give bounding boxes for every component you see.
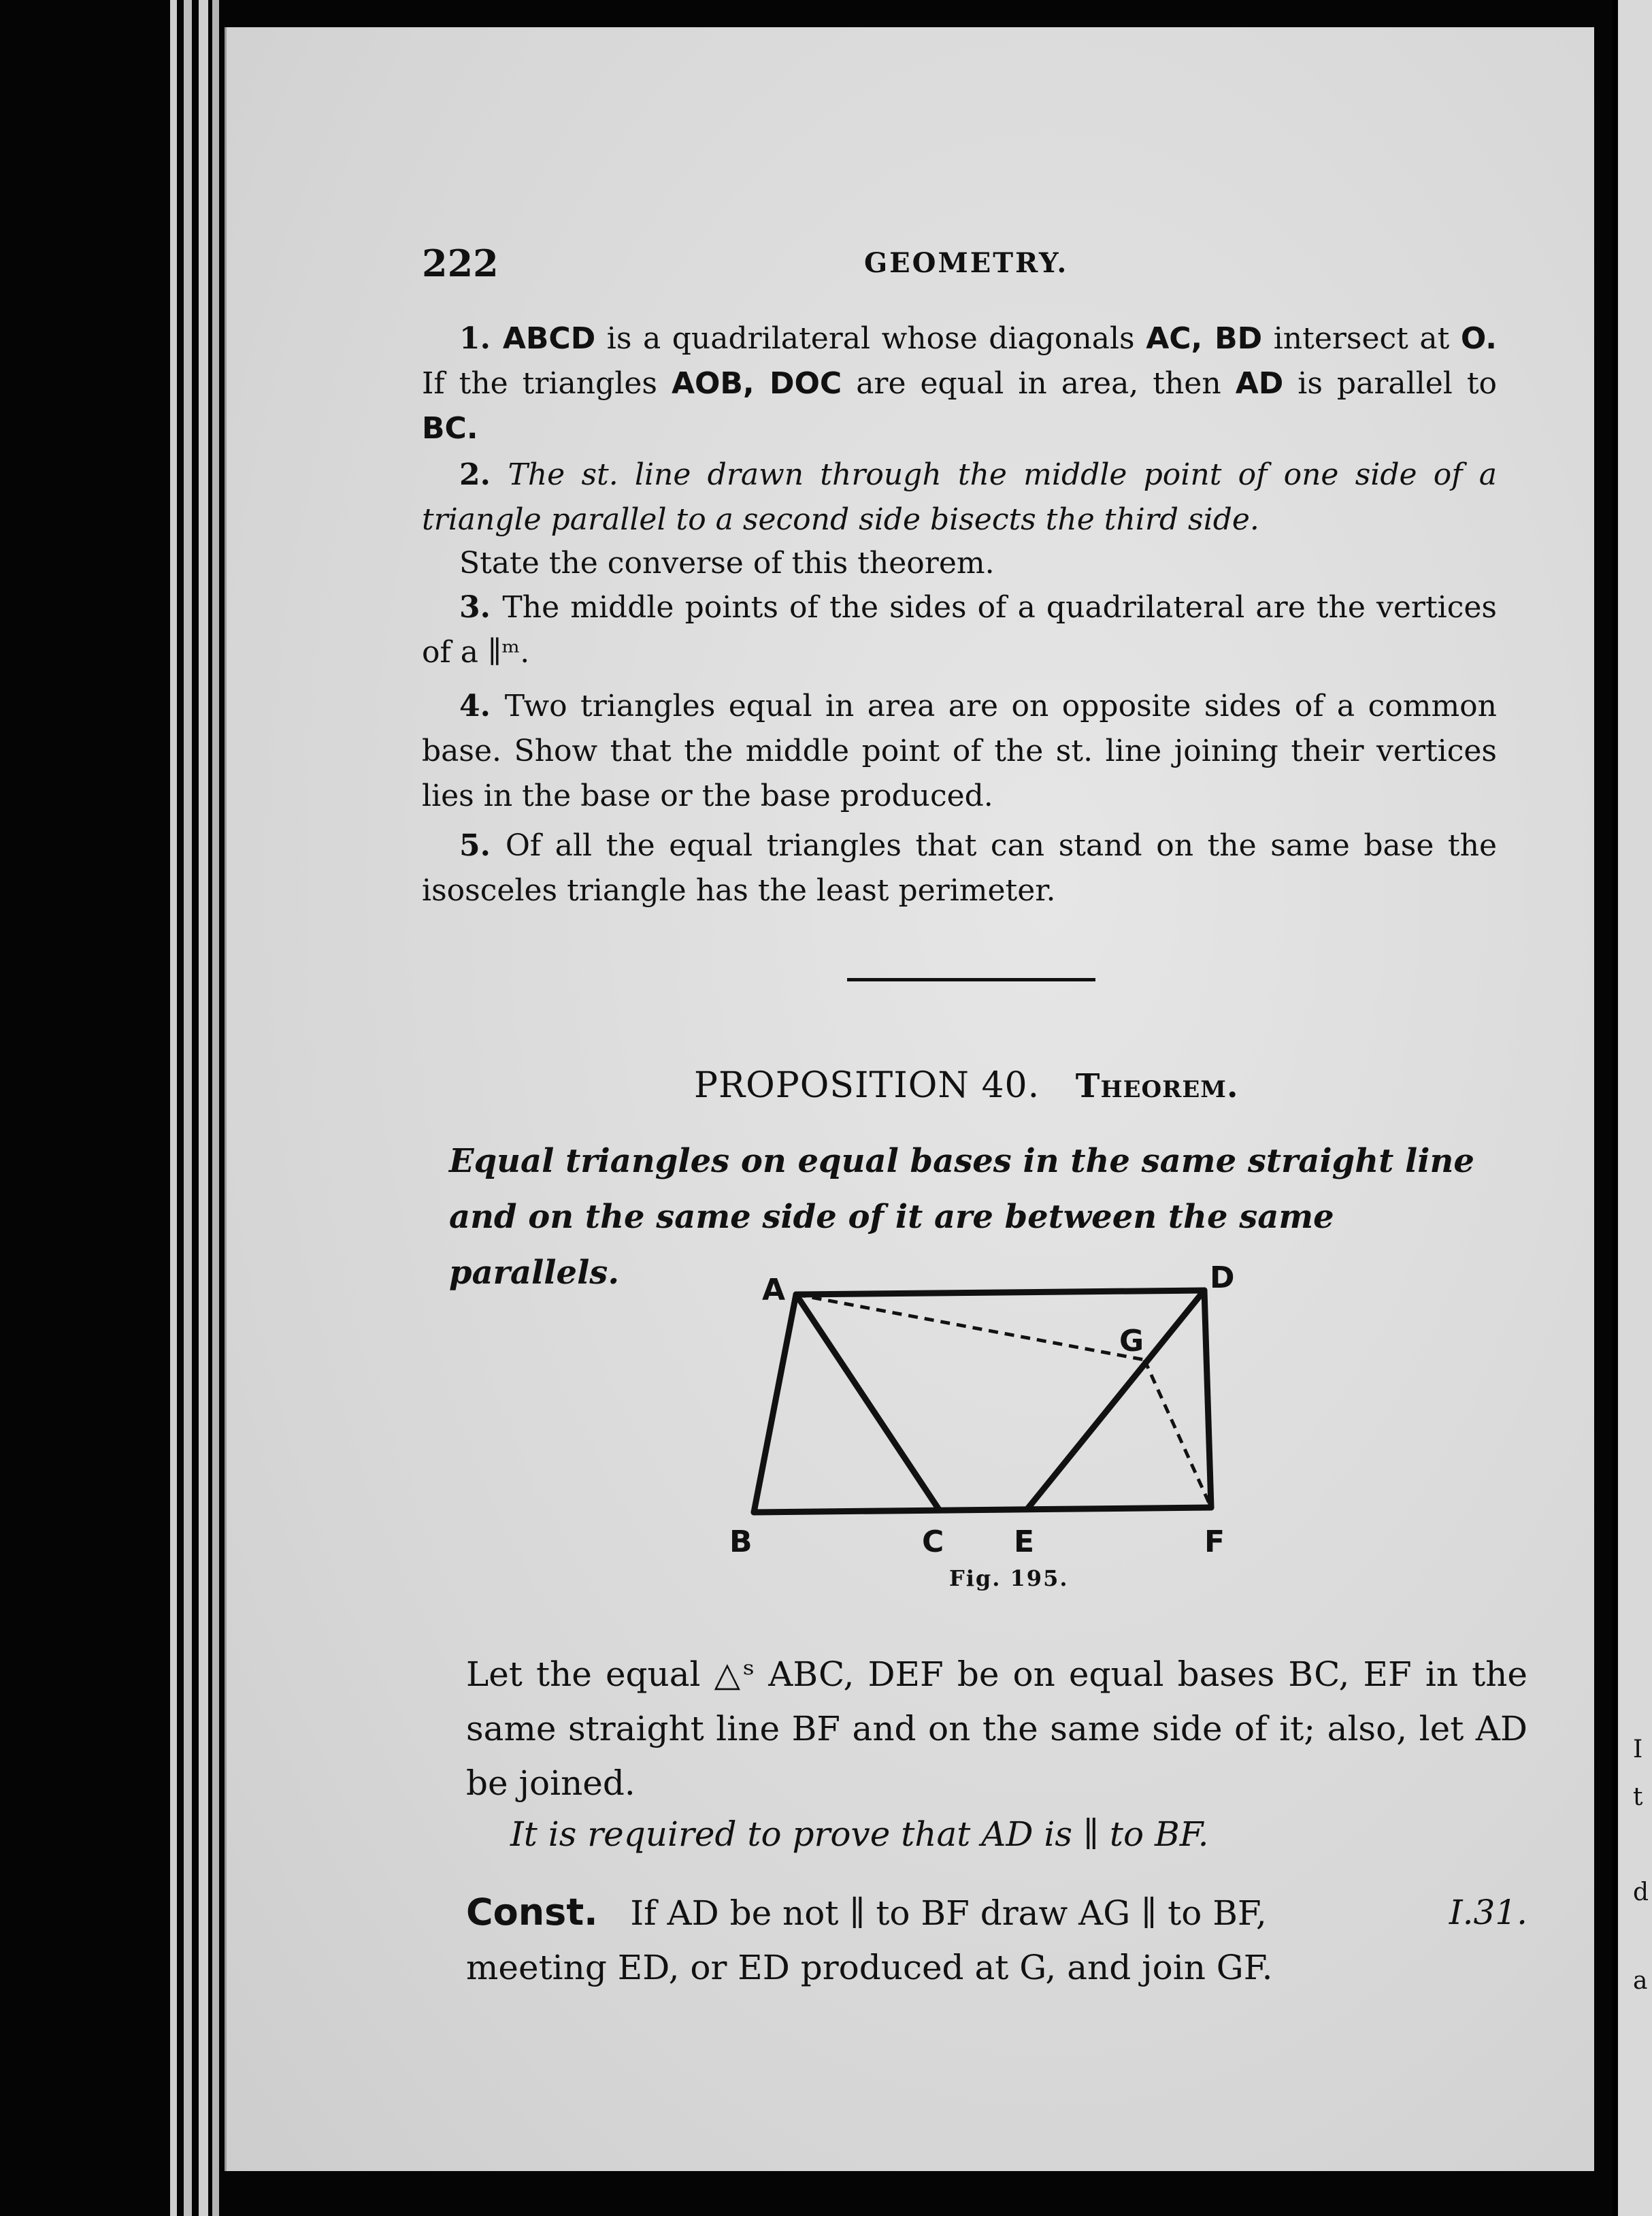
- exercise-number: 5.: [459, 828, 506, 863]
- margin-letter: d: [1633, 1878, 1649, 1906]
- construction-reference: I.31.: [1449, 1893, 1527, 1932]
- page-number: 222: [422, 242, 499, 285]
- point-label-E: E: [1014, 1525, 1035, 1559]
- exercise-text: State the converse of this theorem.: [459, 546, 995, 581]
- exercise-item: [422, 824, 1497, 913]
- exercise-item: [422, 316, 1497, 451]
- exercise-text: O.: [1460, 321, 1497, 356]
- margin-letter: a: [1633, 1967, 1648, 1995]
- line-AB: [754, 1294, 796, 1512]
- point-label-B: B: [729, 1525, 753, 1559]
- exercise-item: [422, 453, 1497, 542]
- book-edge: [170, 0, 177, 2216]
- construction-text: If AD be not ∥ to BF draw AG ∥ to BF,: [630, 1893, 1267, 1933]
- book-edge: [184, 0, 192, 2216]
- line-AG: [796, 1294, 1144, 1360]
- exercise-number: 2.: [459, 457, 508, 492]
- facing-page-edge: [1613, 0, 1652, 2216]
- proposition-kind: Theorem.: [1075, 1067, 1239, 1105]
- exercise-text: AD: [1235, 366, 1284, 401]
- exercise-number: 4.: [459, 689, 505, 723]
- exercise-text: The st. line drawn through the middle point of one side of a triangle parallel to a second side bisects the third side.: [422, 457, 1497, 537]
- construction: [466, 1885, 1527, 1995]
- proposition-heading: [694, 1065, 1239, 1106]
- geometry-figure: [714, 1259, 1272, 1579]
- enunciation: Equal triangles on equal bases in the same straight line and on the same side of it are between the same parallels.: [449, 1142, 1474, 1292]
- point-label-C: C: [922, 1525, 944, 1559]
- exercise-text: are equal in area, then: [842, 366, 1236, 401]
- point-label-G: G: [1119, 1324, 1144, 1358]
- construction-text-continued: meeting ED, or ED produced at G, and join GF.: [466, 1948, 1273, 1987]
- exercise-text: Of all the equal triangles that can stand on the same base the isosceles triangle has the least perimeter.: [422, 828, 1497, 908]
- exercise-number: 3.: [459, 590, 503, 625]
- exercise-text: AOB, DOC: [671, 366, 842, 401]
- construction-label: Const.: [466, 1891, 598, 1934]
- book-edge: [199, 0, 208, 2216]
- exercise-item: [422, 585, 1497, 675]
- line-DF: [1204, 1290, 1211, 1508]
- margin-letter: I: [1633, 1736, 1643, 1763]
- proposition-label: PROPOSITION 40.: [694, 1065, 1040, 1106]
- exercise-text: If the triangles: [422, 366, 672, 401]
- proof-paragraph: Let the equal △ˢ ABC, DEF be on equal bases BC, EF in the same straight line BF and on the same side of it; also, let AD be joined.: [466, 1655, 1527, 1803]
- figure-caption: Fig. 195.: [949, 1565, 1069, 1591]
- exercise-text: AC, BD: [1146, 321, 1263, 356]
- exercise-text: ABCD: [502, 321, 596, 356]
- margin-letter: t: [1633, 1783, 1643, 1811]
- exercise-text: is parallel to: [1283, 366, 1498, 401]
- exercise-text: Two triangles equal in area are on opposite sides of a common base. Show that the middle point of the st. line joining their vertices lies in the base or the base produced.: [422, 689, 1497, 813]
- line-GF: [1144, 1360, 1211, 1508]
- exercise-number: 1.: [459, 321, 503, 356]
- line-AC: [796, 1294, 939, 1510]
- section-rule: [847, 978, 1095, 981]
- line-AD: [796, 1290, 1204, 1294]
- point-label-D: D: [1210, 1260, 1235, 1295]
- exercise-text: BC.: [422, 411, 478, 446]
- exercise-text: is a quadrilateral whose diagonals: [595, 321, 1146, 356]
- exercise-item: [422, 541, 1497, 586]
- line-DE: [1027, 1290, 1204, 1509]
- point-label-A: A: [762, 1273, 786, 1307]
- line-BF: [754, 1508, 1211, 1512]
- exercise-text: The middle points of the sides of a quadrilateral are the vertices of a ∥ᵐ.: [422, 590, 1497, 670]
- running-title: GEOMETRY.: [864, 247, 1069, 279]
- book-edge: [212, 0, 219, 2216]
- required-statement: It is required to prove that AD is ∥ to BF.: [510, 1814, 1209, 1854]
- exercise-text: intersect at: [1262, 321, 1461, 356]
- point-label-F: F: [1204, 1525, 1225, 1559]
- exercise-item: [422, 684, 1497, 819]
